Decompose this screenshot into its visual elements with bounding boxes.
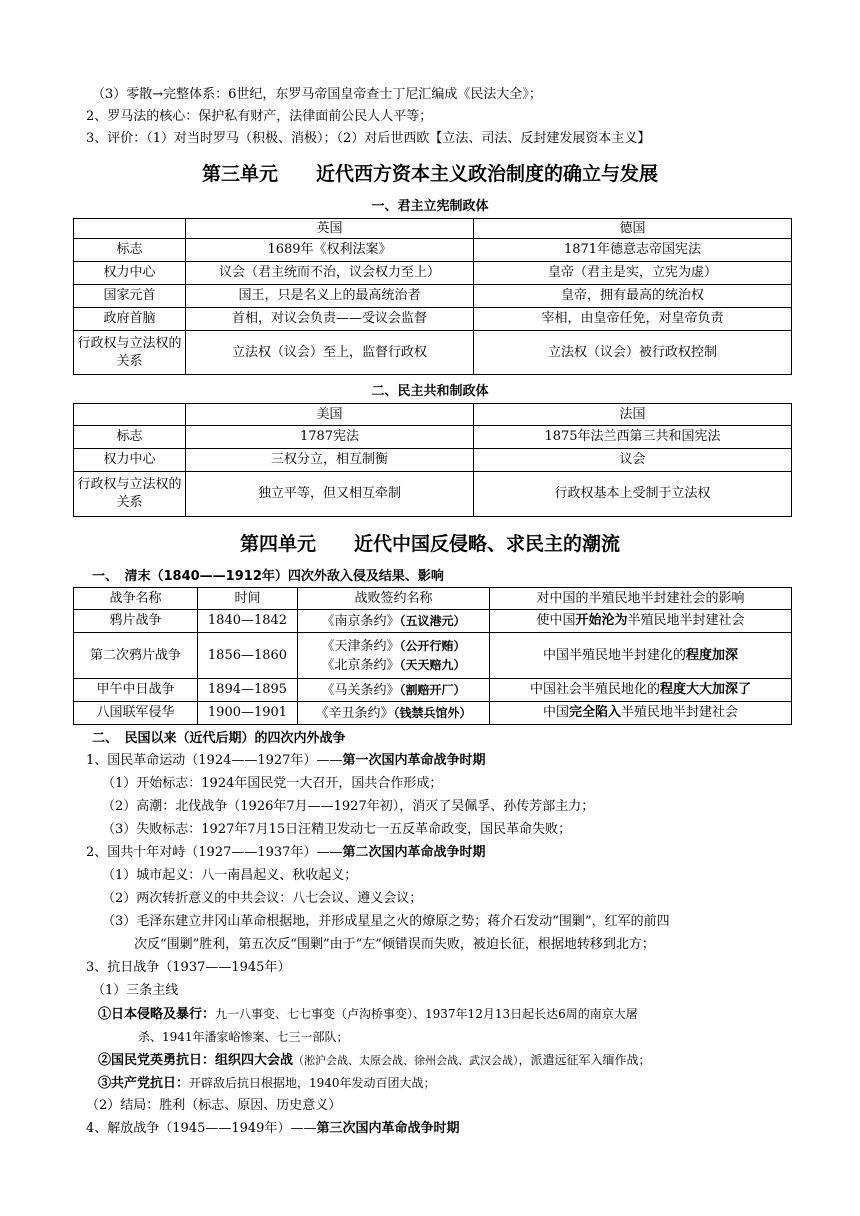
table-cell (490, 679, 792, 702)
table-cell: 对中国的半殖民地半封建社会的影响 (490, 588, 792, 610)
table-row (74, 239, 792, 262)
table-cell: 美国 (186, 404, 474, 426)
impact-text: 半殖民地半封建社会 (627, 613, 745, 628)
war1-item-2: （2）高潮：北伐战争（1926年7月——1927年初），消灭了吴佩孚、孙传芳部主力； (102, 799, 595, 814)
table-cell: 行政权与立法权的关系 (74, 331, 186, 375)
line-note: （淞沪会战、太原会战、徐州会战、武汉会战） (293, 1054, 519, 1067)
line-text: 九一八事变、七七事变（卢沟桥事变）、1937年12月13日起长达6周的南京大屠 (215, 1007, 638, 1021)
war3-line-cpc (98, 1074, 436, 1093)
mnemonic: （天天赔九） (399, 657, 466, 672)
table-cell: 首相，对议会负责——受议会监督 (186, 308, 474, 331)
table-cell (298, 610, 490, 633)
impact-text: 中国半殖民地半封建化的 (542, 647, 686, 663)
table-cell (490, 610, 792, 633)
table-row (74, 308, 792, 331)
table-cell: 议会 (474, 449, 792, 472)
table-cell (74, 404, 186, 426)
table-header-row (74, 588, 792, 610)
impact-emphasis: 开始沦为 (575, 613, 628, 628)
table-cell: 三权分立，相互制衡 (186, 449, 474, 472)
impact-text: 中国社会半殖民地化的 (529, 682, 660, 697)
war4-period: 第三次国内革命战争时期 (316, 1121, 460, 1136)
war3-line-japan (98, 1005, 638, 1024)
intro-line-1: （3）零散→完整体系：6世纪，东罗马帝国皇帝查士丁尼汇编成《民法大全》； (92, 87, 542, 102)
table-cell (490, 633, 792, 679)
table-row (74, 449, 792, 472)
war1-item-1: （1）开始标志：1924年国民党一大召开，国共合作形成； (102, 776, 443, 791)
war1-item-3: （3）失败标志：1927年7月15日汪精卫发动七一五反革命政变，国民革命失败； (102, 822, 572, 837)
treaty-name: 《马关条约》 (321, 682, 400, 698)
table-cell: 1856—1860 (198, 633, 298, 679)
table-cell: 行政权与立法权的关系 (74, 472, 186, 517)
table-cell: 标志 (74, 426, 186, 449)
war2-item-2: （2）两次转折意义的中共会议：八七会议、遵义会议； (102, 891, 423, 906)
table-cell: 1689年《权利法案》 (186, 239, 474, 262)
line-text: ，派遣远征军入缅作战； (518, 1053, 651, 1067)
table-row (74, 262, 792, 285)
table-cell: 国家元首 (74, 285, 186, 308)
war2-item-3-cont: 次反“围剿”胜利，第五次反“围剿”由于“左”倾错误而失败，被迫长征，根据地转移到北方； (134, 937, 655, 952)
war2-heading (86, 844, 485, 862)
impact-text: 半殖民地半封建社会 (621, 705, 739, 720)
table-cell (298, 679, 490, 702)
table-cell: 德国 (474, 219, 792, 239)
table-cell: 皇帝（君主是实，立宪为虚） (474, 262, 792, 285)
table-cell: 1894—1895 (198, 679, 298, 702)
war1-period: 第一次国内革命战争时期 (342, 753, 486, 768)
table-row (74, 426, 792, 449)
table-cell: 时间 (198, 588, 298, 610)
table-row (74, 702, 792, 725)
war3-line-kmt (98, 1051, 651, 1070)
table-row (74, 331, 792, 375)
treaty-name: 《南京条约》 (321, 613, 400, 629)
table-cell: 皇帝，拥有最高的统治权 (474, 285, 792, 308)
war3-sub-1: （1）三条主线 (92, 983, 179, 998)
table-cell: 鸦片战争 (74, 610, 198, 633)
table-cell: 1900—1901 (198, 702, 298, 725)
war1-text: 1、国民革命运动（1924——1927年）—— (86, 753, 343, 768)
table-row (74, 610, 792, 633)
impact-text: 中国 (542, 705, 569, 720)
war3-line-japan-cont: 杀、1941年潘家峪惨案、七三一部队； (138, 1030, 349, 1044)
treaty-name: 《北京条约》 (321, 657, 400, 673)
war4-text: 4、解放战争（1945——1949年）—— (86, 1121, 317, 1136)
intro-line-2: 2、罗马法的核心：保护私有财产，法律面前公民人人平等； (86, 109, 433, 124)
unit3-section2-title: 二、民主共和制政体 (371, 384, 489, 399)
table-cell: 法国 (474, 404, 792, 426)
table-cell: 第二次鸦片战争 (74, 633, 198, 679)
war1-heading (86, 752, 485, 770)
table-row (74, 285, 792, 308)
table-cell: 行政权基本上受制于立法权 (474, 472, 792, 517)
line-label: ②国民党英勇抗日： (98, 1053, 216, 1068)
mnemonic: （五议港元） (399, 613, 466, 628)
table-cell: 立法权（议会）被行政权控制 (474, 331, 792, 375)
table-cell: 战败签约名称 (298, 588, 490, 610)
impact-emphasis: 程度加深 (686, 647, 739, 663)
table-cell: 1787宪法 (186, 426, 474, 449)
war3-sub-2: （2）结局：胜利（标志、原因、历史意义） (86, 1098, 342, 1113)
line-emphasis: 组织四大会战 (215, 1053, 294, 1068)
war2-item-3: （3）毛泽东建立井冈山革命根据地，并形成星星之火的燎原之势；蒋介石发动“围剿”，红军的前四 (102, 914, 670, 929)
table-cell: 独立平等，但又相互牵制 (186, 472, 474, 517)
war4-heading (86, 1120, 459, 1138)
table-row (74, 633, 792, 679)
table-cell: 国王，只是名义上的最高统治者 (186, 285, 474, 308)
republic-table (73, 403, 792, 517)
mnemonic: （钱禁兵馆外） (393, 705, 472, 720)
table-cell: 1875年法兰西第三共和国宪法 (474, 426, 792, 449)
line-label: ③共产党抗日： (98, 1076, 190, 1091)
table-cell: 1840—1842 (198, 610, 298, 633)
mnemonic: （割赔开厂） (399, 682, 466, 697)
war3-heading: 3、抗日战争（1937——1945年） (86, 960, 291, 975)
table-cell: 1871年德意志帝国宪法 (474, 239, 792, 262)
table-row (74, 679, 792, 702)
table-cell: 立法权（议会）至上，监督行政权 (186, 331, 474, 375)
table-cell (490, 702, 792, 725)
table-cell: 政府首脑 (74, 308, 186, 331)
table-cell: 议会（君主统而不治，议会权力至上） (186, 262, 474, 285)
table-cell: 战争名称 (74, 588, 198, 610)
line-text: 开辟敌后抗日根据地，1940年发动百团大战； (189, 1076, 436, 1090)
war2-period: 第二次国内革命战争时期 (342, 845, 486, 860)
war2-text: 2、国共十年对峙（1927——1937年）—— (86, 845, 343, 860)
intro-line-3: 3、评价：（1）对当时罗马（积极、消极）；（2）对后世西欧【立法、司法、反封建发展资本主义】 (86, 131, 651, 146)
invasion-table (73, 587, 792, 725)
impact-emphasis: 完全陷入 (568, 705, 621, 720)
treaty-name: 《天津条约》 (321, 638, 400, 654)
table-cell: 权力中心 (74, 262, 186, 285)
table-row (74, 472, 792, 517)
line-label: ①日本侵略及暴行： (98, 1007, 216, 1022)
table-cell: 八国联军侵华 (74, 702, 198, 725)
unit4-title: 第四单元 近代中国反侵略、求民主的潮流 (239, 533, 620, 555)
table-cell (74, 219, 186, 239)
unit4-section1-title: 一、 清末（1840——1912年）四次外敌入侵及结果、影响 (92, 569, 444, 584)
monarchy-table (73, 218, 792, 375)
impact-text: 使中国 (536, 613, 576, 628)
unit3-title: 第三单元 近代西方资本主义政治制度的确立与发展 (201, 163, 658, 185)
table-cell: 权力中心 (74, 449, 186, 472)
table-cell (298, 633, 490, 679)
impact-emphasis: 程度大大加深了 (660, 682, 752, 697)
table-cell (298, 702, 490, 725)
mnemonic: （公开行贿） (399, 638, 466, 653)
unit4-section2-title: 二、 民国以来（近代后期）的四次内外战争 (92, 731, 346, 746)
war2-item-1: （1）城市起义：八一南昌起义、秋收起义； (102, 868, 358, 883)
table-cell: 宰相，由皇帝任免，对皇帝负责 (474, 308, 792, 331)
table-header-row (74, 404, 792, 426)
treaty-name: 《辛丑条约》 (315, 705, 394, 721)
table-header-row (74, 219, 792, 239)
table-cell: 英国 (186, 219, 474, 239)
unit3-section1-title: 一、君主立宪制政体 (371, 199, 489, 214)
table-cell: 标志 (74, 239, 186, 262)
table-cell: 甲午中日战争 (74, 679, 198, 702)
